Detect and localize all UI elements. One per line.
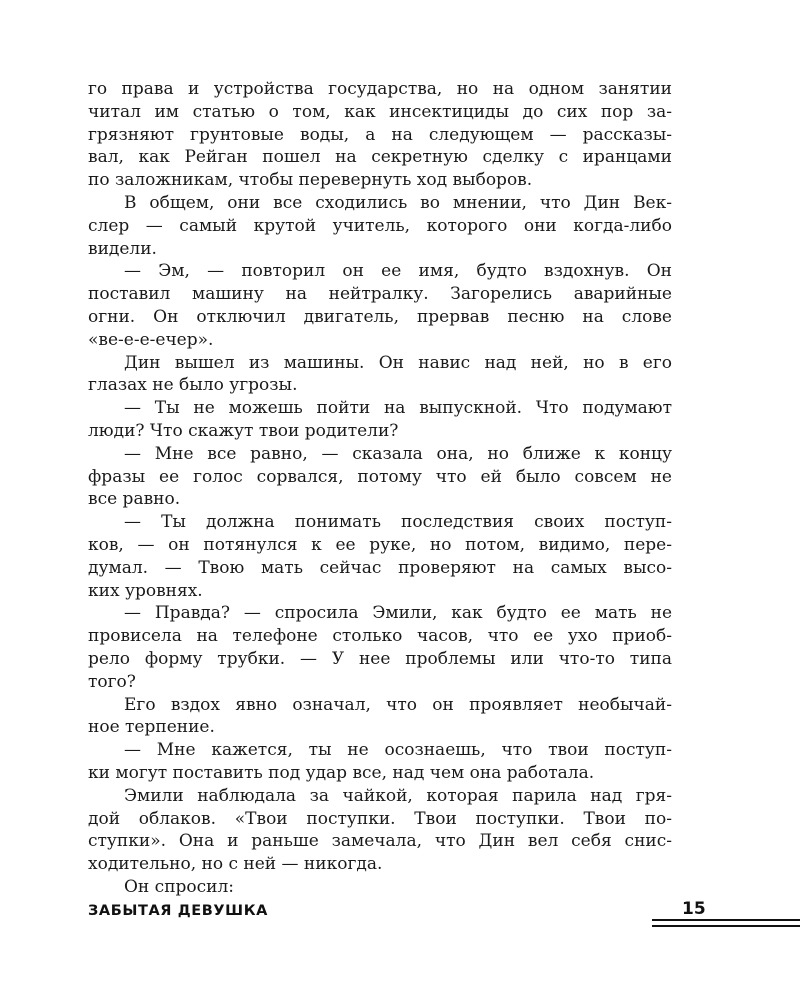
text-line: — Мне все равно, — сказала она, но ближе к концу [124,443,672,464]
text-line: ступки». Она и раньше замечала, что Дин вел себя снис- [88,831,672,852]
text-line: ки могут поставить под удар все, над чем она работала. [88,762,595,783]
text-line: все равно. [88,489,181,510]
text-line: — Эм, — повторил он ее имя, будто вздохнув. Он [124,261,672,282]
text-line: люди? Что скажут твои родители? [88,420,399,441]
text-line: — Мне кажется, ты не осознаешь, что твои поступ- [124,740,672,761]
text-line: грязняют грунтовые воды, а на следующем — рассказы- [88,124,672,145]
text-line: поставил машину на нейтралку. Загорелись аварийные [88,284,672,305]
text-line: вал, как Рейган пошел на секретную сделку с иранцами [88,147,672,168]
footer-rule-bottom [652,925,800,927]
body-text [88,78,672,899]
text-line: ких уровнях. [88,580,203,601]
text-line: читал им статью о том, как инсектициды до сих пор за- [88,101,672,122]
text-line: Его вздох явно означал, что он проявляет необычай- [124,694,672,715]
text-line: — Ты не можешь пойти на выпускной. Что подумают [124,398,672,419]
text-line: глазах не было угрозы. [88,375,298,396]
text-line: огни. Он отключил двигатель, прервав песню на слове [88,306,672,327]
text-line: дой облаков. «Твои поступки. Твои поступки. Твои по- [88,808,672,829]
text-line: ков, — он потянулся к ее руке, но потом, видимо, пере- [88,534,672,555]
text-line: по заложникам, чтобы перевернуть ход выборов. [88,170,533,191]
text-line: «ве-е-е-ечер». [88,329,214,350]
text-line: В общем, они все сходились во мнении, что Дин Век- [124,192,672,213]
text-line: ходительно, но с ней — никогда. [88,854,383,875]
footer-rule-top [652,919,800,921]
text-line: видели. [88,238,157,259]
text-line: ное терпение. [88,717,215,738]
text-line: го права и устройства государства, но на одном занятии [88,79,672,99]
text-line: фразы ее голос сорвался, потому что ей было совсем не [88,466,672,487]
running-footer-title: ЗАБЫТАЯ ДЕВУШКА [88,903,268,919]
text-line: того? [88,671,136,692]
text-line: слер — самый крутой учитель, которого они когда-либо [88,215,672,236]
text-line: думал. — Твою мать сейчас проверяют на самых высо- [88,557,672,578]
text-line: — Правда? — спросила Эмили, как будто ее мать не [124,603,672,624]
text-line: Дин вышел из машины. Он навис над ней, но в его [124,352,672,373]
text-line: провисела на телефоне столько часов, что ее ухо приоб- [88,626,672,647]
text-line: рело форму трубки. — У нее проблемы или что-то типа [88,648,672,669]
text-line: — Ты должна понимать последствия своих поступ- [124,512,672,533]
text-line: Эмили наблюдала за чайкой, которая парила над гря- [124,785,672,806]
text-line: Он спросил: [124,876,235,897]
page-number: 15 [682,899,706,919]
